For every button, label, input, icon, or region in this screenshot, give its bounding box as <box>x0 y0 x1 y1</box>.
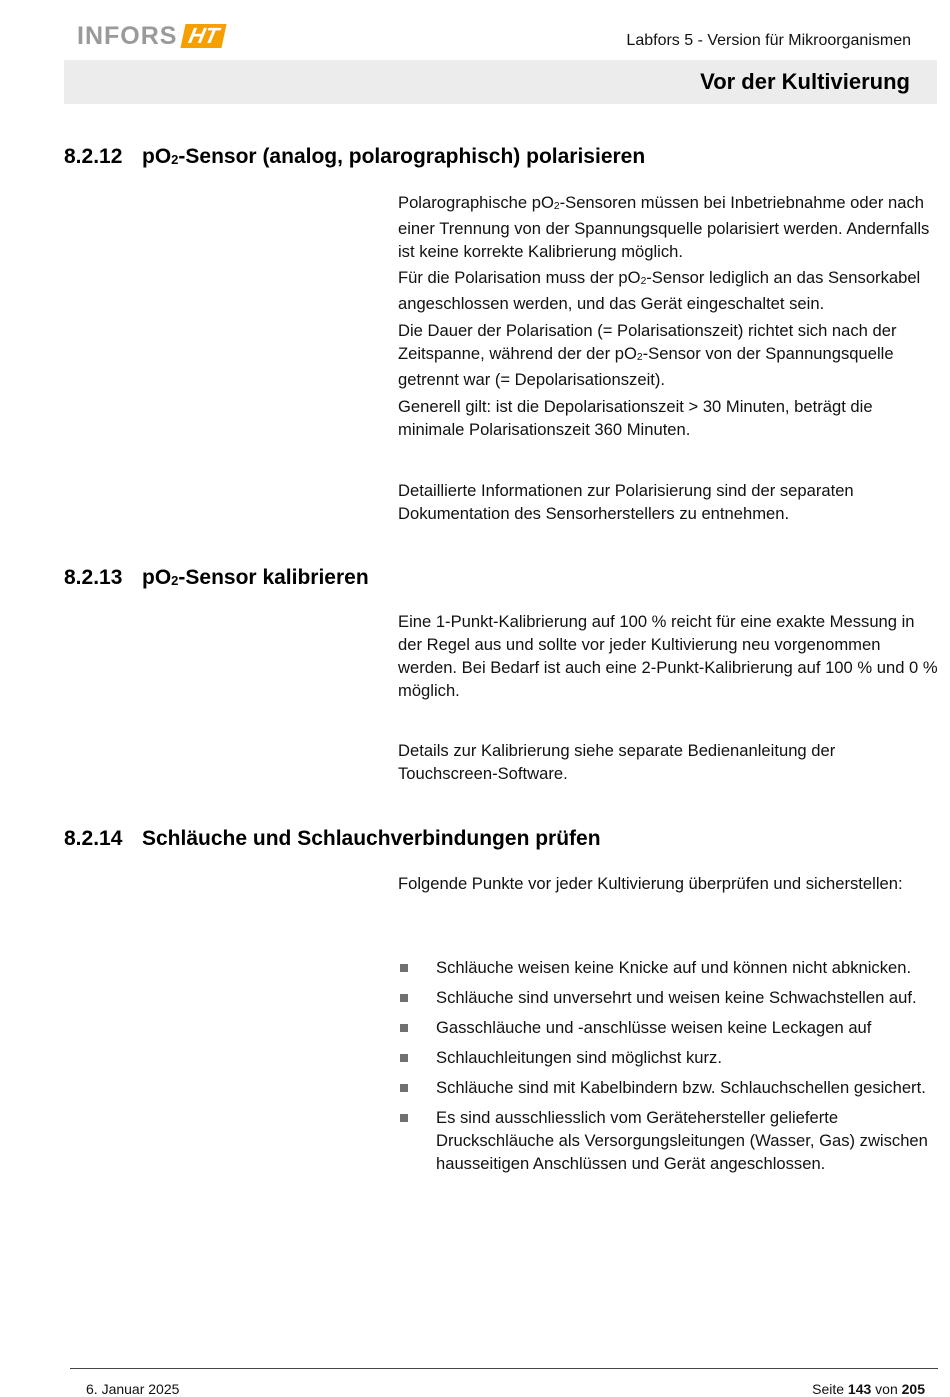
section-number: 8.2.14 <box>64 827 123 850</box>
footer-divider <box>70 1368 938 1369</box>
logo-ht-mark: HT <box>181 24 227 48</box>
info-note: Details zur Kalibrierung siehe separate Bedienanleitung der Touchscreen-Software. <box>398 741 836 783</box>
section-number: 8.2.12 <box>64 145 123 168</box>
square-bullet-icon <box>400 1114 408 1122</box>
square-bullet-icon <box>400 1054 408 1062</box>
list-item: Es sind ausschliesslich vom Gerätehersteller gelieferte Druckschläuche als Versorgungsleitungen (Wasser, Gas) zwischen hausseitigen Anschlüssen und Gerät angeschlossen. <box>398 1106 938 1175</box>
square-bullet-icon <box>400 1024 408 1032</box>
section-heading-8-2-14: 8.2.14 Schläuche und Schlauchverbindungen prüfen <box>64 827 601 850</box>
infors-ht-logo <box>77 22 225 50</box>
section-number: 8.2.13 <box>64 566 123 589</box>
chapter-header-band <box>64 60 937 104</box>
document-subtitle: Labfors 5 - Version für Mikroorganismen <box>626 32 911 49</box>
checklist <box>398 956 938 1182</box>
section-heading-8-2-12: 8.2.12 $pO_2$-Sensor (analog, polarographisch) polarisieren <box>64 145 646 168</box>
footer-date: 6. Januar 2025 <box>86 1381 180 1397</box>
page-number: Seite 143 von 205 <box>812 1381 925 1397</box>
square-bullet-icon <box>400 964 408 972</box>
square-bullet-icon <box>400 1084 408 1092</box>
list-item: Schläuche sind unversehrt und weisen keine Schwachstellen auf. <box>398 986 938 1009</box>
list-item: Schläuche weisen keine Knicke auf und können nicht abknicken. <box>398 956 938 979</box>
list-item: Gasschläuche und -anschlüsse weisen keine Leckagen auf <box>398 1016 938 1039</box>
chapter-title: Vor der Kultivierung <box>700 69 910 94</box>
section-heading-8-2-13: 8.2.13 $pO_2$-Sensor kalibrieren <box>64 566 369 589</box>
paragraph: Polarographische $pO_2$-Sensoren müssen bei Inbetriebnahme oder nach einer Trennung von der Spannungsquelle polarisiert werden. Andernfalls ist keine korrekte Kalibrierung möglich. <box>398 193 930 261</box>
paragraph: Folgende Punkte vor jeder Kultivierung überprüfen und sicherstellen: <box>398 874 903 893</box>
list-item: Schlauchleitungen sind möglichst kurz. <box>398 1046 938 1069</box>
list-item: Schläuche sind mit Kabelbindern bzw. Schlauchschellen gesichert. <box>398 1076 938 1099</box>
logo-text: INFORS <box>77 21 178 50</box>
paragraph: Eine 1-Punkt-Kalibrierung auf 100 % reicht für eine exakte Messung in der Regel aus und sollte vor jeder Kultivierung neu vorgenommen werden. Bei Bedarf ist auch eine 2-Punkt-Kalibrierung auf 100 % und 0 % möglich. <box>398 612 938 700</box>
paragraph: Die Dauer der Polarisation (= Polarisationszeit) richtet sich nach der Zeitspanne, während der der $pO_2$-Sensor von der Spannungsquelle getrennt war (= Depolarisationszeit). <box>398 321 897 389</box>
info-note: Detaillierte Informationen zur Polarisierung sind der separaten Dokumentation des Sensorherstellers zu entnehmen. <box>398 481 854 523</box>
square-bullet-icon <box>400 994 408 1002</box>
paragraph: Für die Polarisation muss der $pO_2$-Sensor lediglich an das Sensorkabel angeschlossen werden, und das Gerät eingeschaltet sein. <box>398 268 921 313</box>
paragraph: Generell gilt: ist die Depolarisationszeit > 30 Minuten, beträgt die minimale Polarisationszeit 360 Minuten. <box>398 397 873 439</box>
